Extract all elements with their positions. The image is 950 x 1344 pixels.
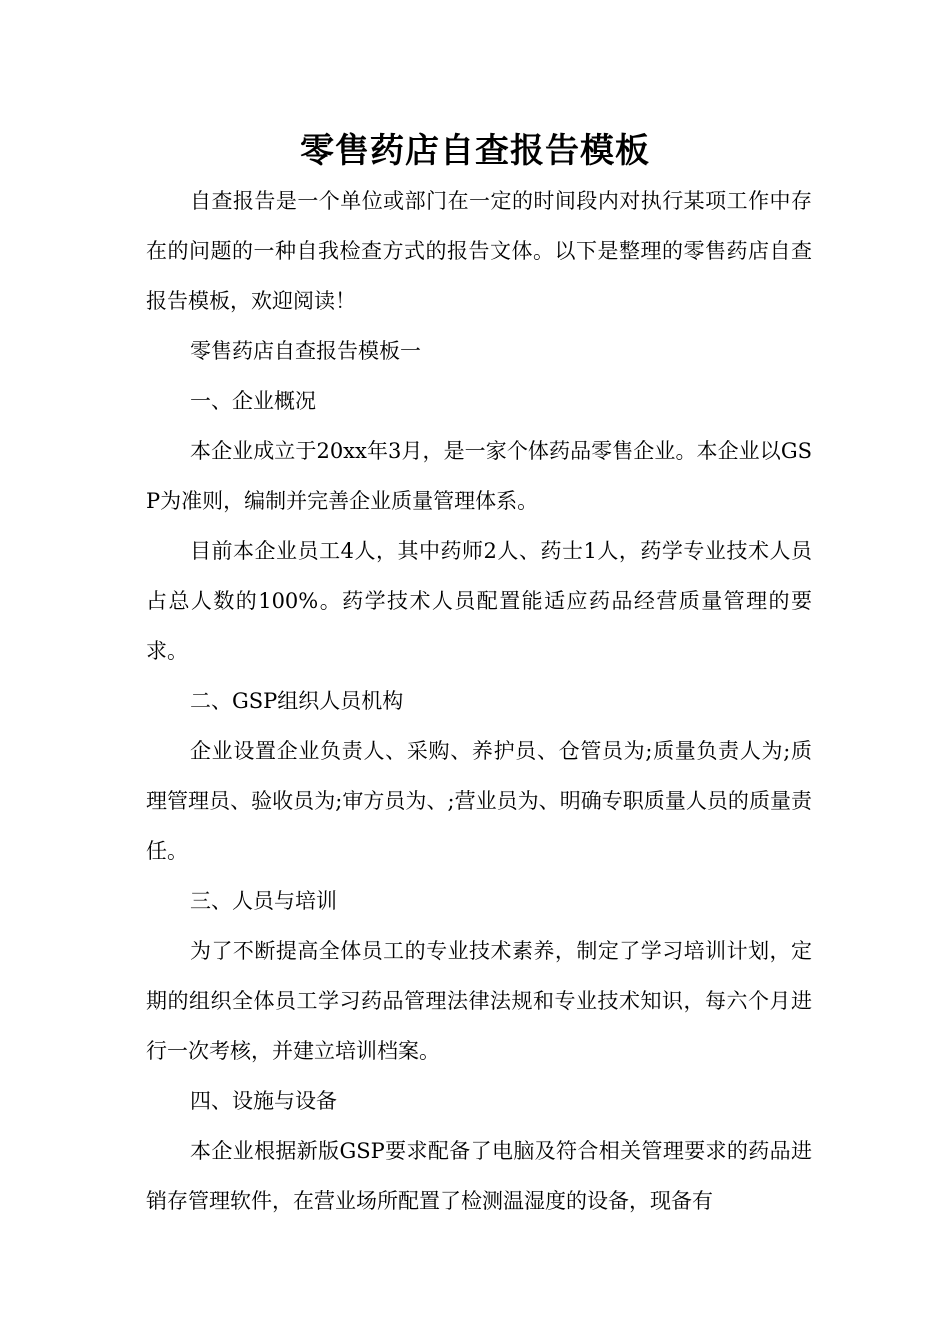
section-heading-organization: 二、GSP组织人员机构 — [190, 689, 404, 713]
section-paragraph: 本企业成立于20xx年3月，是一家个体药品零售企业。本企业以GSP为准则，编制并完善企业质量管理体系。 — [146, 439, 812, 513]
intro-paragraph: 自查报告是一个单位或部门在一定的时间段内对执行某项工作中存在的问题的一种自我检查方式的报告文体。以下是整理的零售药店自查报告模板，欢迎阅读！ — [146, 189, 812, 313]
section-heading-training: 三、人员与培训 — [190, 889, 337, 913]
section-paragraph: 目前本企业员工4人，其中药师2人、药士1人，药学专业技术人员占总人数的100%。药学技术人员配置能适应药品经营质量管理的要求。 — [146, 539, 812, 663]
template-subtitle: 零售药店自查报告模板一 — [190, 339, 421, 363]
section-paragraph: 为了不断提高全体员工的专业技术素养，制定了学习培训计划，定期的组织全体员工学习药品管理法律法规和专业技术知识，每六个月进行一次考核，并建立培训档案。 — [146, 939, 812, 1063]
document-body — [146, 176, 812, 1226]
section-heading-facilities: 四、设施与设备 — [190, 1089, 337, 1113]
section-heading-overview: 一、企业概况 — [190, 389, 316, 413]
document-title: 零售药店自查报告模板 — [300, 131, 650, 171]
section-paragraph: 本企业根据新版GSP要求配备了电脑及符合相关管理要求的药品进销存管理软件，在营业场所配置了检测温湿度的设备，现备有 — [146, 1139, 812, 1213]
section-paragraph: 企业设置企业负责人、采购、养护员、仓管员为;质量负责人为;质理管理员、验收员为;审方员为、;营业员为、明确专职质量人员的质量责任。 — [146, 739, 812, 863]
